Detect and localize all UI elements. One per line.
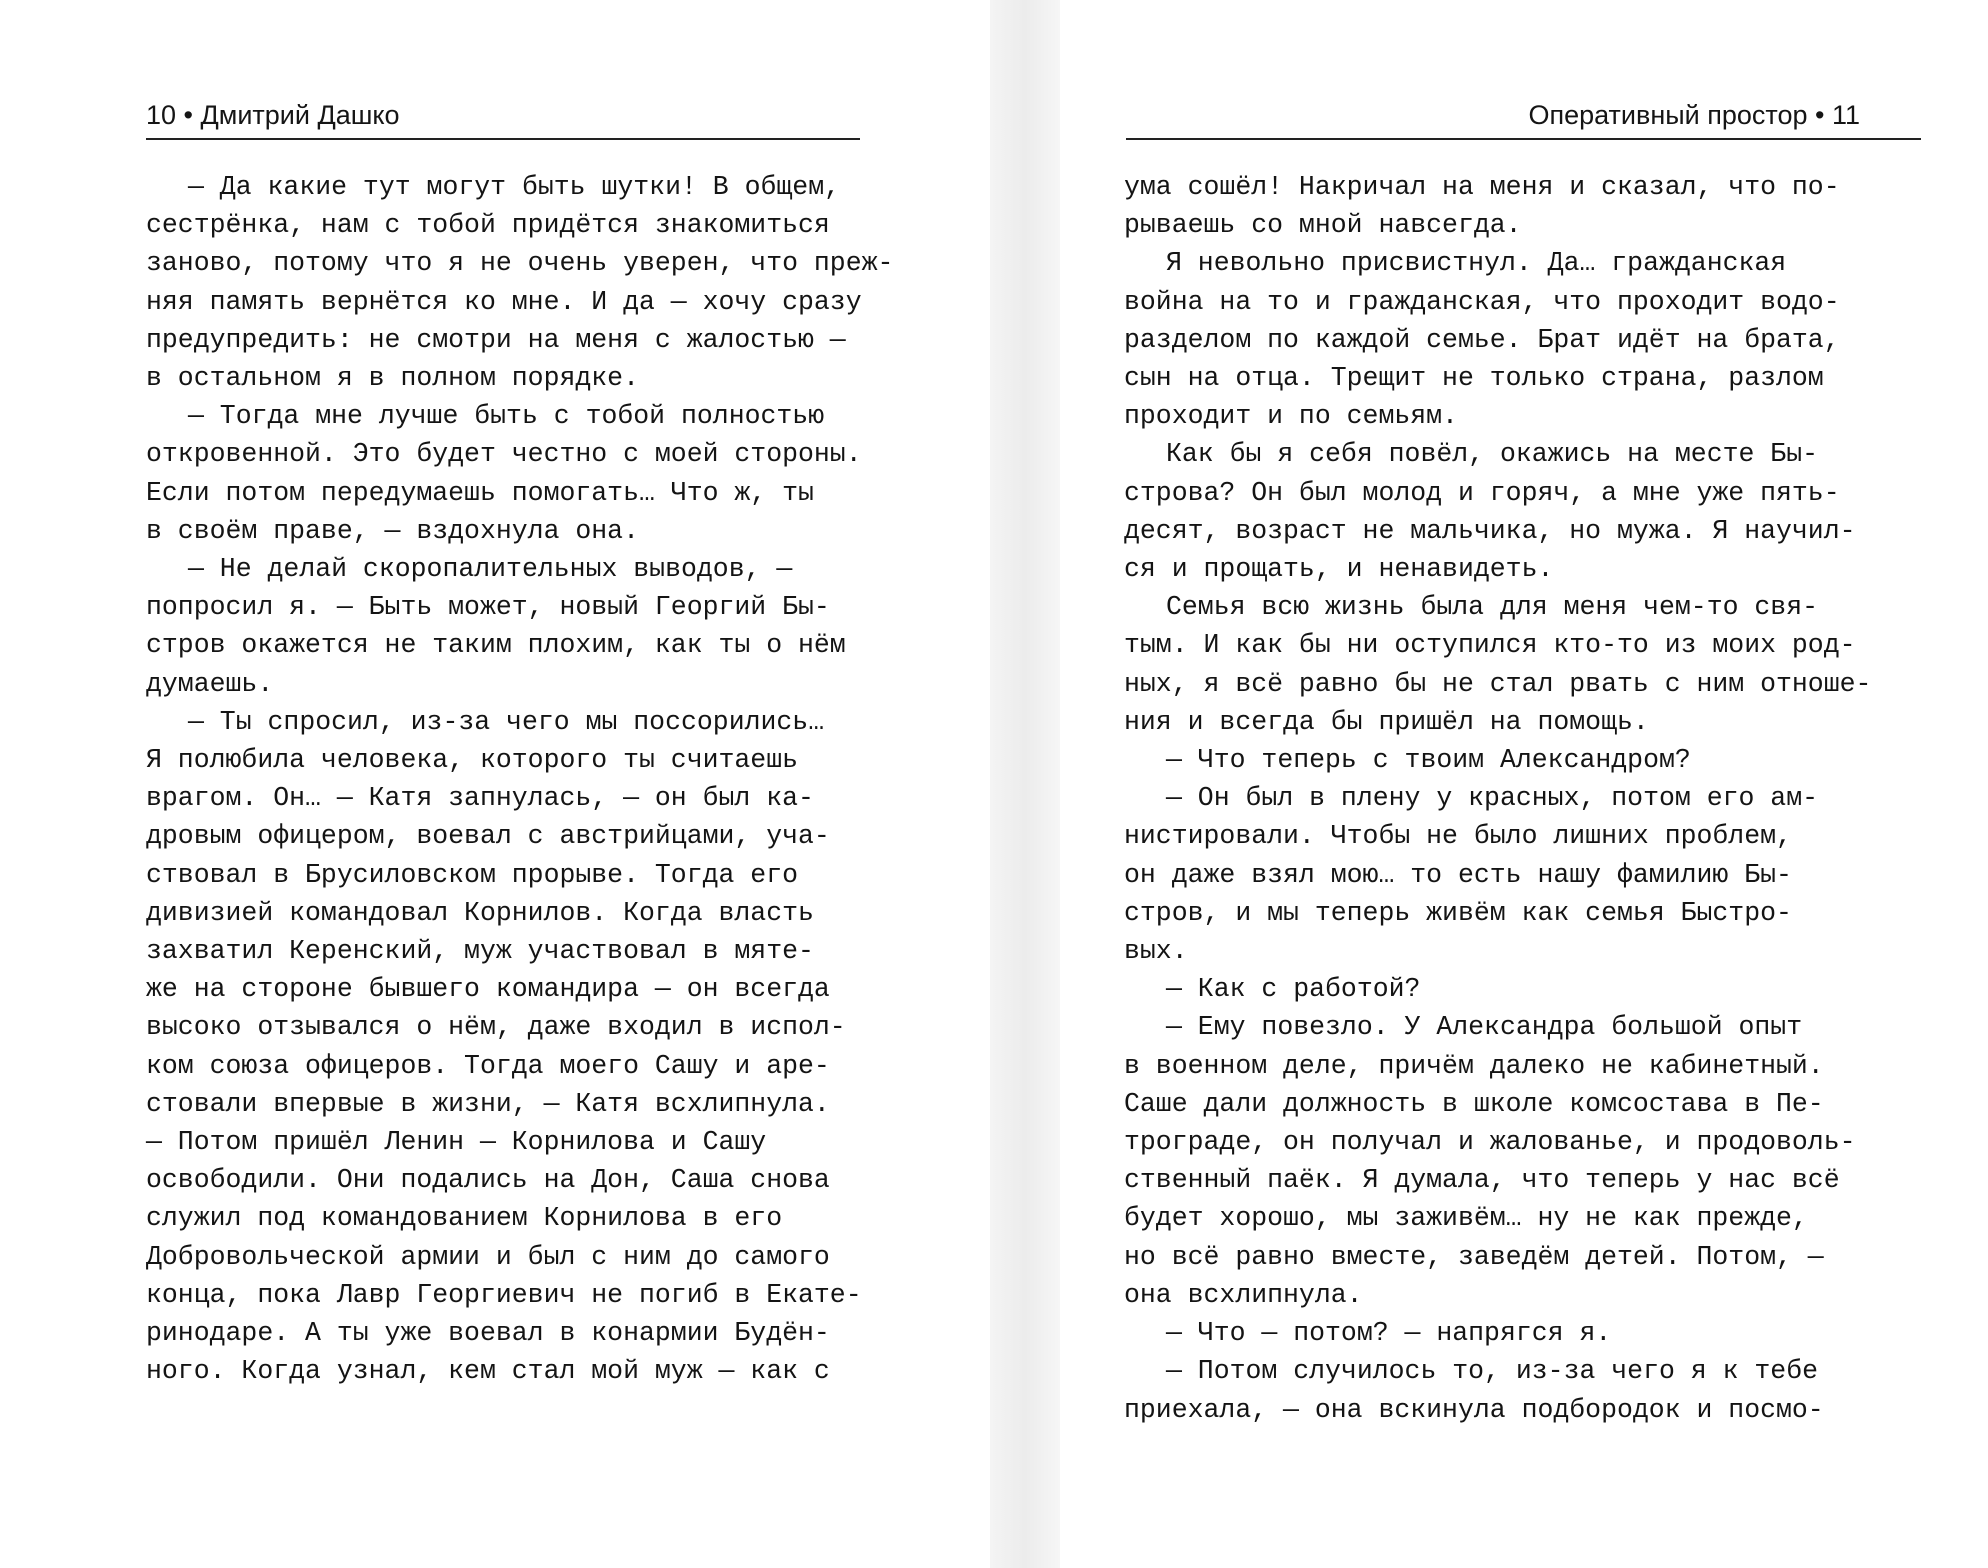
text-line: ния и всегда бы пришёл на помощь. (1124, 706, 1649, 737)
text-line: ума сошёл! Накричал на меня и сказал, что по- (1124, 172, 1840, 202)
text-line: освободили. Они подались на Дон, Саша снова (146, 1165, 830, 1196)
text-line: — Потом случилось то, из-за чего я к тебе (1166, 1356, 1819, 1387)
text-line: трограде, он получал и жалованье, и продоволь- (1124, 1127, 1856, 1158)
text-line: высоко отзывался о нём, даже входил в испол- (146, 1012, 846, 1043)
text-line: предупредить: не смотри на меня с жалостью — (146, 324, 846, 355)
text-line: няя память вернётся ко мне. И да — хочу сразу (146, 286, 862, 317)
text-line: стовали впервые в жизни, — Катя всхлипнула. (146, 1088, 830, 1119)
text-line: — Ты спросил, из-за чего мы поссорились… (188, 706, 825, 737)
text-line: — Тогда мне лучше быть с тобой полностью (188, 401, 825, 432)
text-line: ся и прощать, и ненавидеть. (1124, 554, 1554, 585)
text-line: служил под командованием Корнилова в его (146, 1203, 783, 1234)
text-line: — Он был в плену у красных, потом его ам- (1166, 783, 1819, 814)
text-line: — Как с работой? (1166, 974, 1421, 1005)
text-line: откровенной. Это будет честно с моей стороны. (146, 439, 862, 470)
text-line: вых. (1124, 936, 1188, 967)
text-line: Если потом передумаешь помогать… Что ж, ты (146, 477, 814, 508)
text-line: — Потом пришёл Ленин — Корнилова и Сашу (146, 1127, 767, 1158)
text-line: ственный паёк. Я думала, что теперь у нас всё (1124, 1165, 1840, 1196)
text-line: Я полюбила человека, которого ты считаешь (146, 745, 799, 776)
text-line: — Не делай скоропалительных выводов, — (188, 554, 793, 585)
right-header-rule (1126, 138, 1921, 140)
text-line: Как бы я себя повёл, окажись на месте Бы- (1166, 439, 1819, 470)
text-line: Семья всю жизнь была для меня чем-то свя- (1166, 592, 1819, 623)
text-line: Добровольческой армии и был с ним до самого (146, 1241, 830, 1272)
text-line: она всхлипнула. (1124, 1279, 1363, 1310)
book-gutter (990, 0, 1060, 1568)
text-line: — Ему повезло. У Александра большой опыт (1166, 1012, 1803, 1043)
text-line: ных, я всё равно бы не стал рвать с ним отноше- (1124, 668, 1872, 699)
left-page-text (146, 168, 894, 1391)
text-line: сын на отца. Трещит не только страна, разлом (1124, 363, 1824, 394)
text-line: сестрёнка, нам с тобой придётся знакомиться (146, 210, 830, 241)
left-page (0, 0, 990, 1568)
right-page-text (1124, 168, 1919, 1429)
left-running-head: 10 • Дмитрий Дашко (146, 100, 400, 130)
text-line: же на стороне бывшего командира — он всегда (146, 974, 830, 1005)
text-line: в военном деле, причём далеко не кабинетный. (1124, 1050, 1824, 1081)
text-line: Саше дали должность в школе комсостава в Пе- (1124, 1088, 1824, 1119)
text-line: думаешь. (146, 668, 274, 699)
text-line: проходит и по семьям. (1124, 401, 1458, 432)
text-line: будет хорошо, мы заживём… ну не как прежде, (1124, 1203, 1808, 1234)
text-line: конца, пока Лавр Георгиевич не погиб в Екате- (146, 1279, 862, 1310)
text-line: в остальном я в полном порядке. (146, 363, 639, 394)
right-page (1060, 0, 1988, 1568)
text-line: врагом. Он… — Катя запнулась, — он был ка- (146, 783, 814, 814)
text-line: заново, потому что я не очень уверен, что преж- (146, 248, 894, 279)
text-line: — Да какие тут могут быть шутки! В общем, (188, 172, 841, 202)
text-line: разделом по каждой семье. Брат идёт на брата, (1124, 324, 1840, 355)
text-line: рываешь со мной навсегда. (1124, 210, 1522, 241)
text-line: нистировали. Чтобы не было лишних проблем, (1124, 821, 1792, 852)
text-line: ринодаре. А ты уже воевал в конармии Будён- (146, 1318, 830, 1349)
text-line: десят, возраст не мальчика, но мужа. Я научил- (1124, 515, 1856, 546)
text-line: дровым офицером, воевал с австрийцами, уча- (146, 821, 830, 852)
text-line: война на то и гражданская, что проходит водо- (1124, 286, 1840, 317)
text-line: — Что теперь с твоим Александром? (1166, 745, 1691, 776)
text-line: дивизией командовал Корнилов. Когда власть (146, 897, 814, 928)
text-line: приехала, — она вскинула подбородок и посмо- (1124, 1394, 1824, 1425)
right-running-head: Оперативный простор • 11 (1528, 100, 1860, 130)
text-line: в своём праве, — вздохнула она. (146, 515, 639, 546)
text-line: ком союза офицеров. Тогда моего Сашу и аре- (146, 1050, 830, 1081)
text-line: строва? Он был молод и горяч, а мне уже пять- (1124, 477, 1840, 508)
text-line: он даже взял мою… то есть нашу фамилию Бы- (1124, 859, 1792, 890)
text-line: стров окажется не таким плохим, как ты о нём (146, 630, 846, 661)
text-line: ствовал в Брусиловском прорыве. Тогда его (146, 859, 799, 890)
text-line: тым. И как бы ни оступился кто-то из моих род- (1124, 630, 1856, 661)
text-line: ного. Когда узнал, кем стал мой муж — как с (146, 1356, 830, 1387)
text-line: стров, и мы теперь живём как семья Быстро- (1124, 897, 1792, 928)
text-line: захватил Керенский, муж участвовал в мяте- (146, 936, 814, 967)
text-line: попросил я. — Быть может, новый Георгий Бы- (146, 592, 830, 623)
text-line: но всё равно вместе, заведём детей. Потом, — (1124, 1241, 1824, 1272)
left-header-rule (146, 138, 860, 140)
text-line: Я невольно присвистнул. Да… гражданская (1166, 248, 1787, 279)
text-line: — Что — потом? — напрягся я. (1166, 1318, 1612, 1349)
